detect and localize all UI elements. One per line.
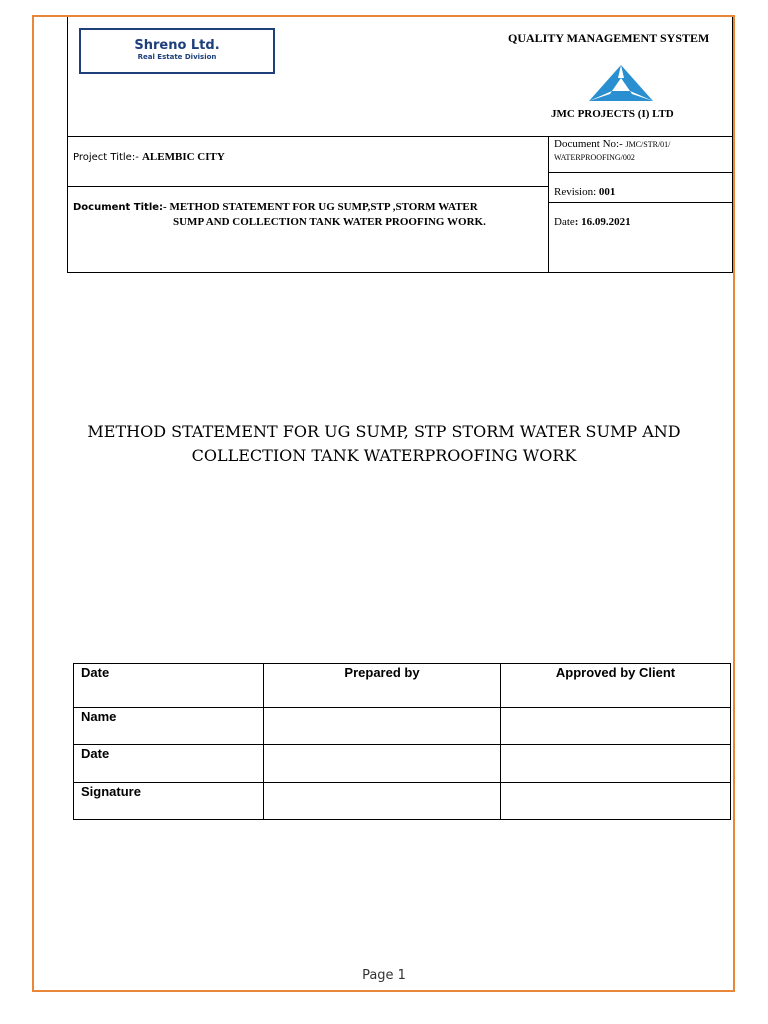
header-cell-date: Date [74, 664, 264, 708]
quality-management-system-label: QUALITY MANAGEMENT SYSTEM [508, 31, 710, 45]
document-date-value: : 16.09.2021 [574, 216, 631, 228]
row-label-signature: Signature [74, 783, 264, 820]
signature-approved-cell[interactable] [501, 783, 731, 820]
row-label-date: Date [74, 745, 264, 783]
row-label-name: Name [74, 708, 264, 745]
document-date [554, 216, 631, 228]
header-cell-approved-by-client: Approved by Client [501, 664, 731, 708]
document-number-value-1: JMC/STR/01/ [625, 140, 671, 149]
document-number-label: Document No:- [554, 138, 626, 150]
page-number: Page 1 [362, 968, 406, 983]
date-prepared-cell[interactable] [264, 745, 501, 783]
document-title-line1: - METHOD STATEMENT FOR UG SUMP,STP ,STORM WATER [163, 201, 478, 213]
header-divider-3 [548, 172, 733, 173]
document-number [554, 138, 670, 164]
signature-table [73, 663, 731, 820]
main-title [40, 420, 728, 468]
table-row [74, 708, 731, 745]
document-title-label: Document Title: [73, 202, 164, 213]
shreno-logo [79, 28, 275, 74]
main-title-line1: METHOD STATEMENT FOR UG SUMP, STP STORM WATER SUMP AND [87, 422, 681, 441]
header-cell-prepared-by: Prepared by [264, 664, 501, 708]
header-divider-2 [67, 186, 548, 187]
signature-table-header-row [74, 664, 731, 708]
project-title-label: Project Title:- [73, 152, 142, 163]
header-vertical-divider [548, 136, 549, 273]
document-date-label: Date [554, 216, 575, 228]
header-divider-1 [67, 136, 733, 137]
revision-value: 001 [598, 186, 616, 198]
jmc-logo-icon [586, 64, 656, 107]
document-title-line2: SUMP AND COLLECTION TANK WATER PROOFING WORK. [173, 216, 486, 228]
revision-label: Revision: [554, 186, 599, 198]
date-approved-cell[interactable] [501, 745, 731, 783]
logo-company-name: Shreno Ltd. [134, 38, 220, 53]
revision [554, 186, 615, 198]
contractor-name: JMC PROJECTS (I) LTD [551, 108, 674, 120]
header-divider-4 [548, 202, 733, 203]
main-title-line2: COLLECTION TANK WATERPROOFING WORK [191, 446, 577, 465]
document-title [73, 200, 543, 229]
table-row [74, 745, 731, 783]
name-prepared-cell[interactable] [264, 708, 501, 745]
table-row [74, 783, 731, 820]
logo-division: Real Estate Division [137, 53, 217, 61]
document-number-value-2: WATERPROOFING/002 [554, 153, 635, 162]
signature-prepared-cell[interactable] [264, 783, 501, 820]
name-approved-cell[interactable] [501, 708, 731, 745]
project-title [73, 151, 225, 163]
project-title-value: ALEMBIC CITY [141, 151, 225, 163]
